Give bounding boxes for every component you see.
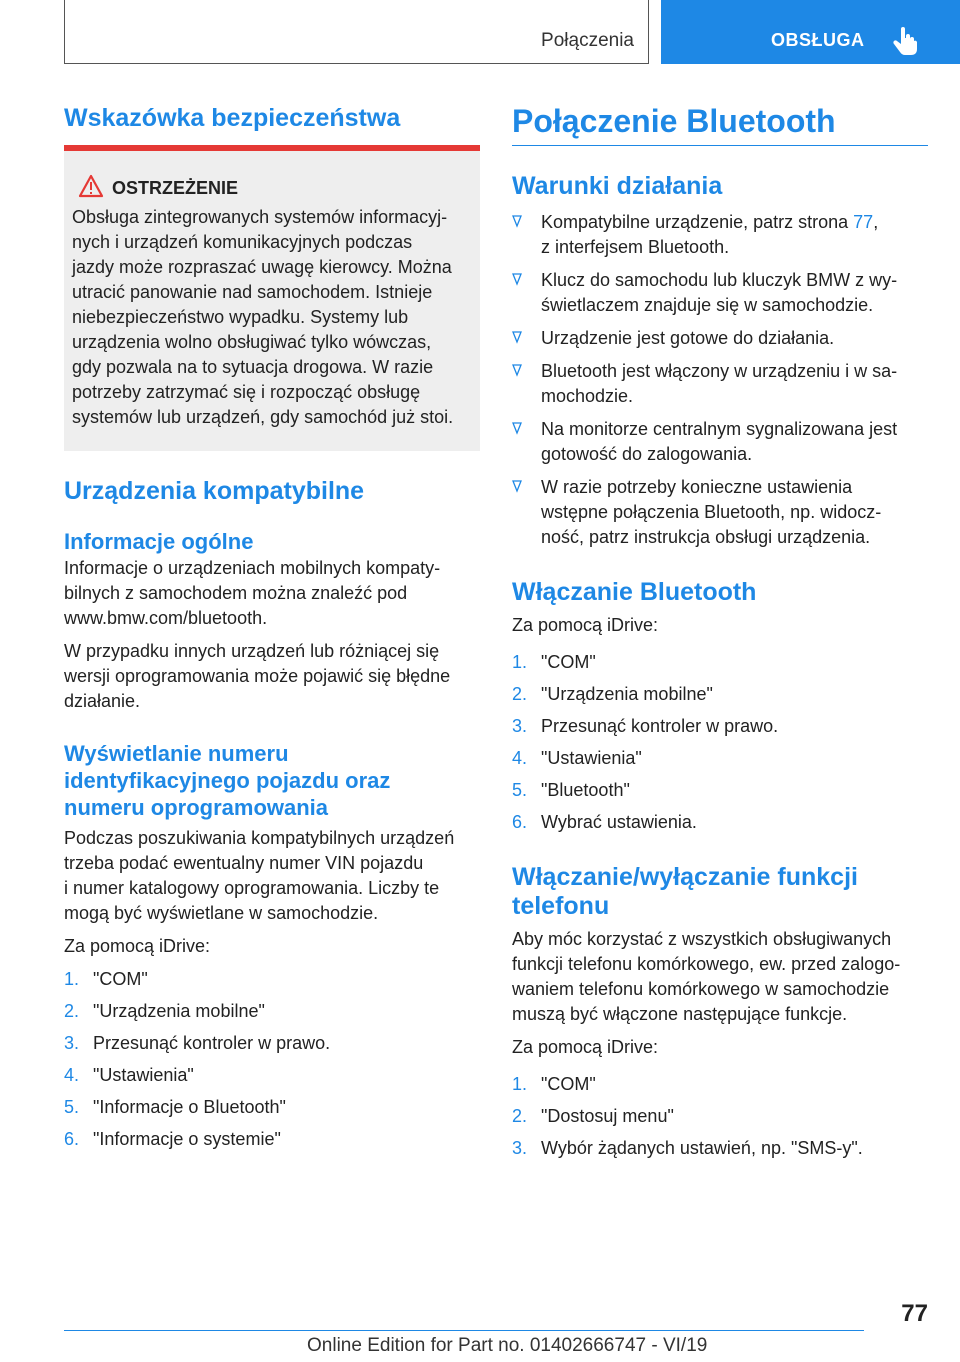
enable-steps (512, 650, 932, 835)
title-line: Włączanie/wyłączanie funkcji (512, 863, 858, 891)
warning-line: Obsługa zintegrowanych systemów informacyj- (72, 207, 448, 227)
right-column (512, 103, 932, 139)
text-line: trzeba podać ewentualny numer VIN pojazdu (64, 853, 424, 873)
list-item (64, 967, 480, 992)
step-text: "Ustawienia" (541, 748, 642, 768)
text-line: Klucz do samochodu lub kluczyk BMW z wy- (541, 270, 898, 290)
list-item (512, 417, 932, 467)
text-line: wersji oprogramowania może pojawić się błędne (64, 666, 451, 686)
step-text: "COM" (541, 652, 596, 672)
step-text: "COM" (93, 969, 148, 989)
warning-line: nych i urządzeń komunikacyjnych podczas (72, 232, 413, 252)
title-line: telefonu (512, 892, 610, 920)
header-chapter-tab (661, 0, 960, 64)
text-line: mochodzie. (541, 386, 634, 406)
text-line: Aby móc korzystać z wszystkich obsługiwanych (512, 929, 892, 949)
conditions-section (512, 172, 932, 1161)
title-line: identyfikacyjnego pojazdu oraz (64, 768, 391, 793)
list-item (512, 682, 932, 707)
text-line: W przypadku innych urządzeń lub różniącej się (64, 641, 440, 661)
phone-paragraph (512, 927, 932, 1027)
list-item (512, 650, 932, 675)
warning-line: potrzeby zatrzymać się i rozpocząć obsługę (72, 382, 421, 402)
list-item (512, 359, 932, 409)
triangle-bullet-icon (512, 330, 522, 344)
general-paragraph-2 (64, 639, 480, 714)
text-line: W razie potrzeby konieczne ustawienia (541, 477, 853, 497)
step-text: "Informacje o Bluetooth" (93, 1097, 286, 1117)
list-item (512, 268, 932, 318)
step-text: "Urządzenia mobilne" (93, 1001, 265, 1021)
text-line: działanie. (64, 691, 141, 711)
list-item (512, 810, 932, 835)
step-text: "Dostosuj menu" (541, 1106, 674, 1126)
phone-title (512, 863, 932, 921)
list-item (512, 475, 932, 550)
list-item (512, 326, 932, 351)
title-rule (512, 145, 928, 146)
list-item (512, 1104, 932, 1129)
text-line: Kompatybilne urządzenie, patrz strona (541, 212, 854, 232)
list-item (512, 1072, 932, 1097)
step-number: 6. (512, 812, 528, 832)
step-text: "Ustawienia" (93, 1065, 194, 1085)
step-number: 3. (512, 716, 528, 736)
triangle-bullet-icon (512, 479, 522, 493)
list-item (512, 1136, 932, 1161)
safety-title: Wskazówka bezpieczeństwa (64, 104, 401, 132)
text-line: Informacje o urządzeniach mobilnych kompaty- (64, 558, 441, 578)
text-line: Bluetooth jest włączony w urządzeniu i w sa- (541, 361, 898, 381)
step-number: 6. (64, 1129, 80, 1149)
step-number: 4. (64, 1065, 80, 1085)
list-item (64, 999, 480, 1024)
text-line: mogą być wyświetlane w samochodzie. (64, 903, 379, 923)
general-paragraph-1 (64, 556, 480, 631)
step-text: "COM" (541, 1074, 596, 1094)
step-number: 4. (512, 748, 528, 768)
warning-box (64, 145, 480, 451)
step-text: "Urządzenia mobilne" (541, 684, 713, 704)
header-chapter-label: OBSŁUGA (771, 30, 865, 50)
footer-rule (64, 1330, 864, 1331)
title-line: Wyświetlanie numeru (64, 741, 289, 766)
header-section-tab (64, 0, 649, 64)
warning-line: gdy pozwala na to sytuacja drogowa. W razie (72, 357, 434, 377)
step-text: Wybór żądanych ustawień, np. "SMS-y". (541, 1138, 863, 1158)
step-number: 5. (64, 1097, 80, 1117)
warning-triangle-icon (78, 174, 104, 198)
step-number: 3. (512, 1138, 528, 1158)
list-item (512, 746, 932, 771)
text-line: świetlaczem znajduje się w samochodzie. (541, 295, 874, 315)
text-line: www.bmw.com/bluetooth. (64, 608, 268, 628)
warning-title: OSTRZEŻENIE (112, 178, 239, 198)
step-number: 5. (512, 780, 528, 800)
triangle-bullet-icon (512, 272, 522, 286)
warning-line: jazdy może rozpraszać uwagę kierowcy. Można (72, 257, 452, 277)
text-line: Urządzenie jest gotowe do działania. (541, 328, 835, 348)
text-line: waniem telefonu komórkowego w samochodzie (512, 979, 890, 999)
idrive-label: Za pomocą iDrive: (512, 1037, 659, 1057)
triangle-bullet-icon (512, 421, 522, 435)
hand-pointer-icon (893, 27, 919, 55)
list-item (512, 778, 932, 803)
triangle-bullet-icon (512, 214, 522, 228)
list-item (64, 1031, 480, 1056)
step-text: "Bluetooth" (541, 780, 630, 800)
text-line: funkcji telefonu komórkowego, ew. przed zalogo- (512, 954, 901, 974)
text-line: z interfejsem Bluetooth. (541, 237, 730, 257)
warning-line: urządzenia wolno obsługiwać tylko wówczas, (72, 332, 432, 352)
step-text: Przesunąć kontroler w prawo. (93, 1033, 331, 1053)
step-number: 1. (512, 652, 528, 672)
enable-title: Włączanie Bluetooth (512, 578, 757, 606)
text-punct: , (873, 212, 879, 232)
header-section-label: Połączenia (541, 30, 634, 51)
step-number: 2. (64, 1001, 80, 1021)
warning-line: systemów lub urządzeń, gdy samochód już stoi. (72, 407, 454, 427)
list-item (64, 1063, 480, 1088)
idrive-label: Za pomocą iDrive: (512, 615, 659, 635)
vin-steps (64, 967, 480, 1152)
step-text: "Informacje o systemie" (93, 1129, 281, 1149)
triangle-bullet-icon (512, 363, 522, 377)
step-number: 2. (512, 684, 528, 704)
vin-paragraph (64, 826, 480, 926)
step-number: 1. (512, 1074, 528, 1094)
compat-section (64, 477, 480, 1152)
step-text: Wybrać ustawienia. (541, 812, 697, 832)
phone-steps (512, 1072, 932, 1161)
general-title: Informacje ogólne (64, 529, 254, 554)
text-line: gotowość do zalogowania. (541, 444, 753, 464)
list-item (64, 1095, 480, 1120)
footer-edition: Online Edition for Part no. 01402666747 - VI/19 (307, 1335, 708, 1356)
text-line: Na monitorze centralnym sygnalizowana jest (541, 419, 898, 439)
step-number: 1. (64, 969, 80, 989)
text-line: bilnych z samochodem można znaleźć pod (64, 583, 408, 603)
text-line: i numer katalogowy oprogramowania. Liczby te (64, 878, 440, 898)
list-item (512, 714, 932, 739)
compat-title: Urządzenia kompatybilne (64, 477, 365, 505)
step-text: Przesunąć kontroler w prawo. (541, 716, 779, 736)
text-line: ność, patrz instrukcja obsługi urządzenia. (541, 527, 871, 547)
conditions-list (512, 210, 932, 550)
idrive-label: Za pomocą iDrive: (64, 936, 211, 956)
page-link[interactable]: 77 (853, 212, 874, 232)
text-line: Podczas poszukiwania kompatybilnych urządzeń (64, 828, 455, 848)
page-number: 77 (901, 1300, 928, 1327)
list-item (512, 210, 932, 260)
warning-line: utracić panowanie nad samochodem. Istnieje (72, 282, 433, 302)
title-line: numeru oprogramowania (64, 795, 329, 820)
conditions-title: Warunki działania (512, 172, 723, 200)
warning-text (72, 205, 472, 430)
bluetooth-title: Połączenie Bluetooth (512, 103, 836, 139)
text-line: wstępne połączenia Bluetooth, np. widocz- (541, 502, 882, 522)
step-number: 3. (64, 1033, 80, 1053)
text-line: muszą być włączone następujące funkcje. (512, 1004, 848, 1024)
left-column (64, 104, 480, 133)
list-item (64, 1127, 480, 1152)
vin-title (64, 740, 480, 821)
step-number: 2. (512, 1106, 528, 1126)
warning-line: niebezpieczeństwo wypadku. Systemy lub (72, 307, 409, 327)
